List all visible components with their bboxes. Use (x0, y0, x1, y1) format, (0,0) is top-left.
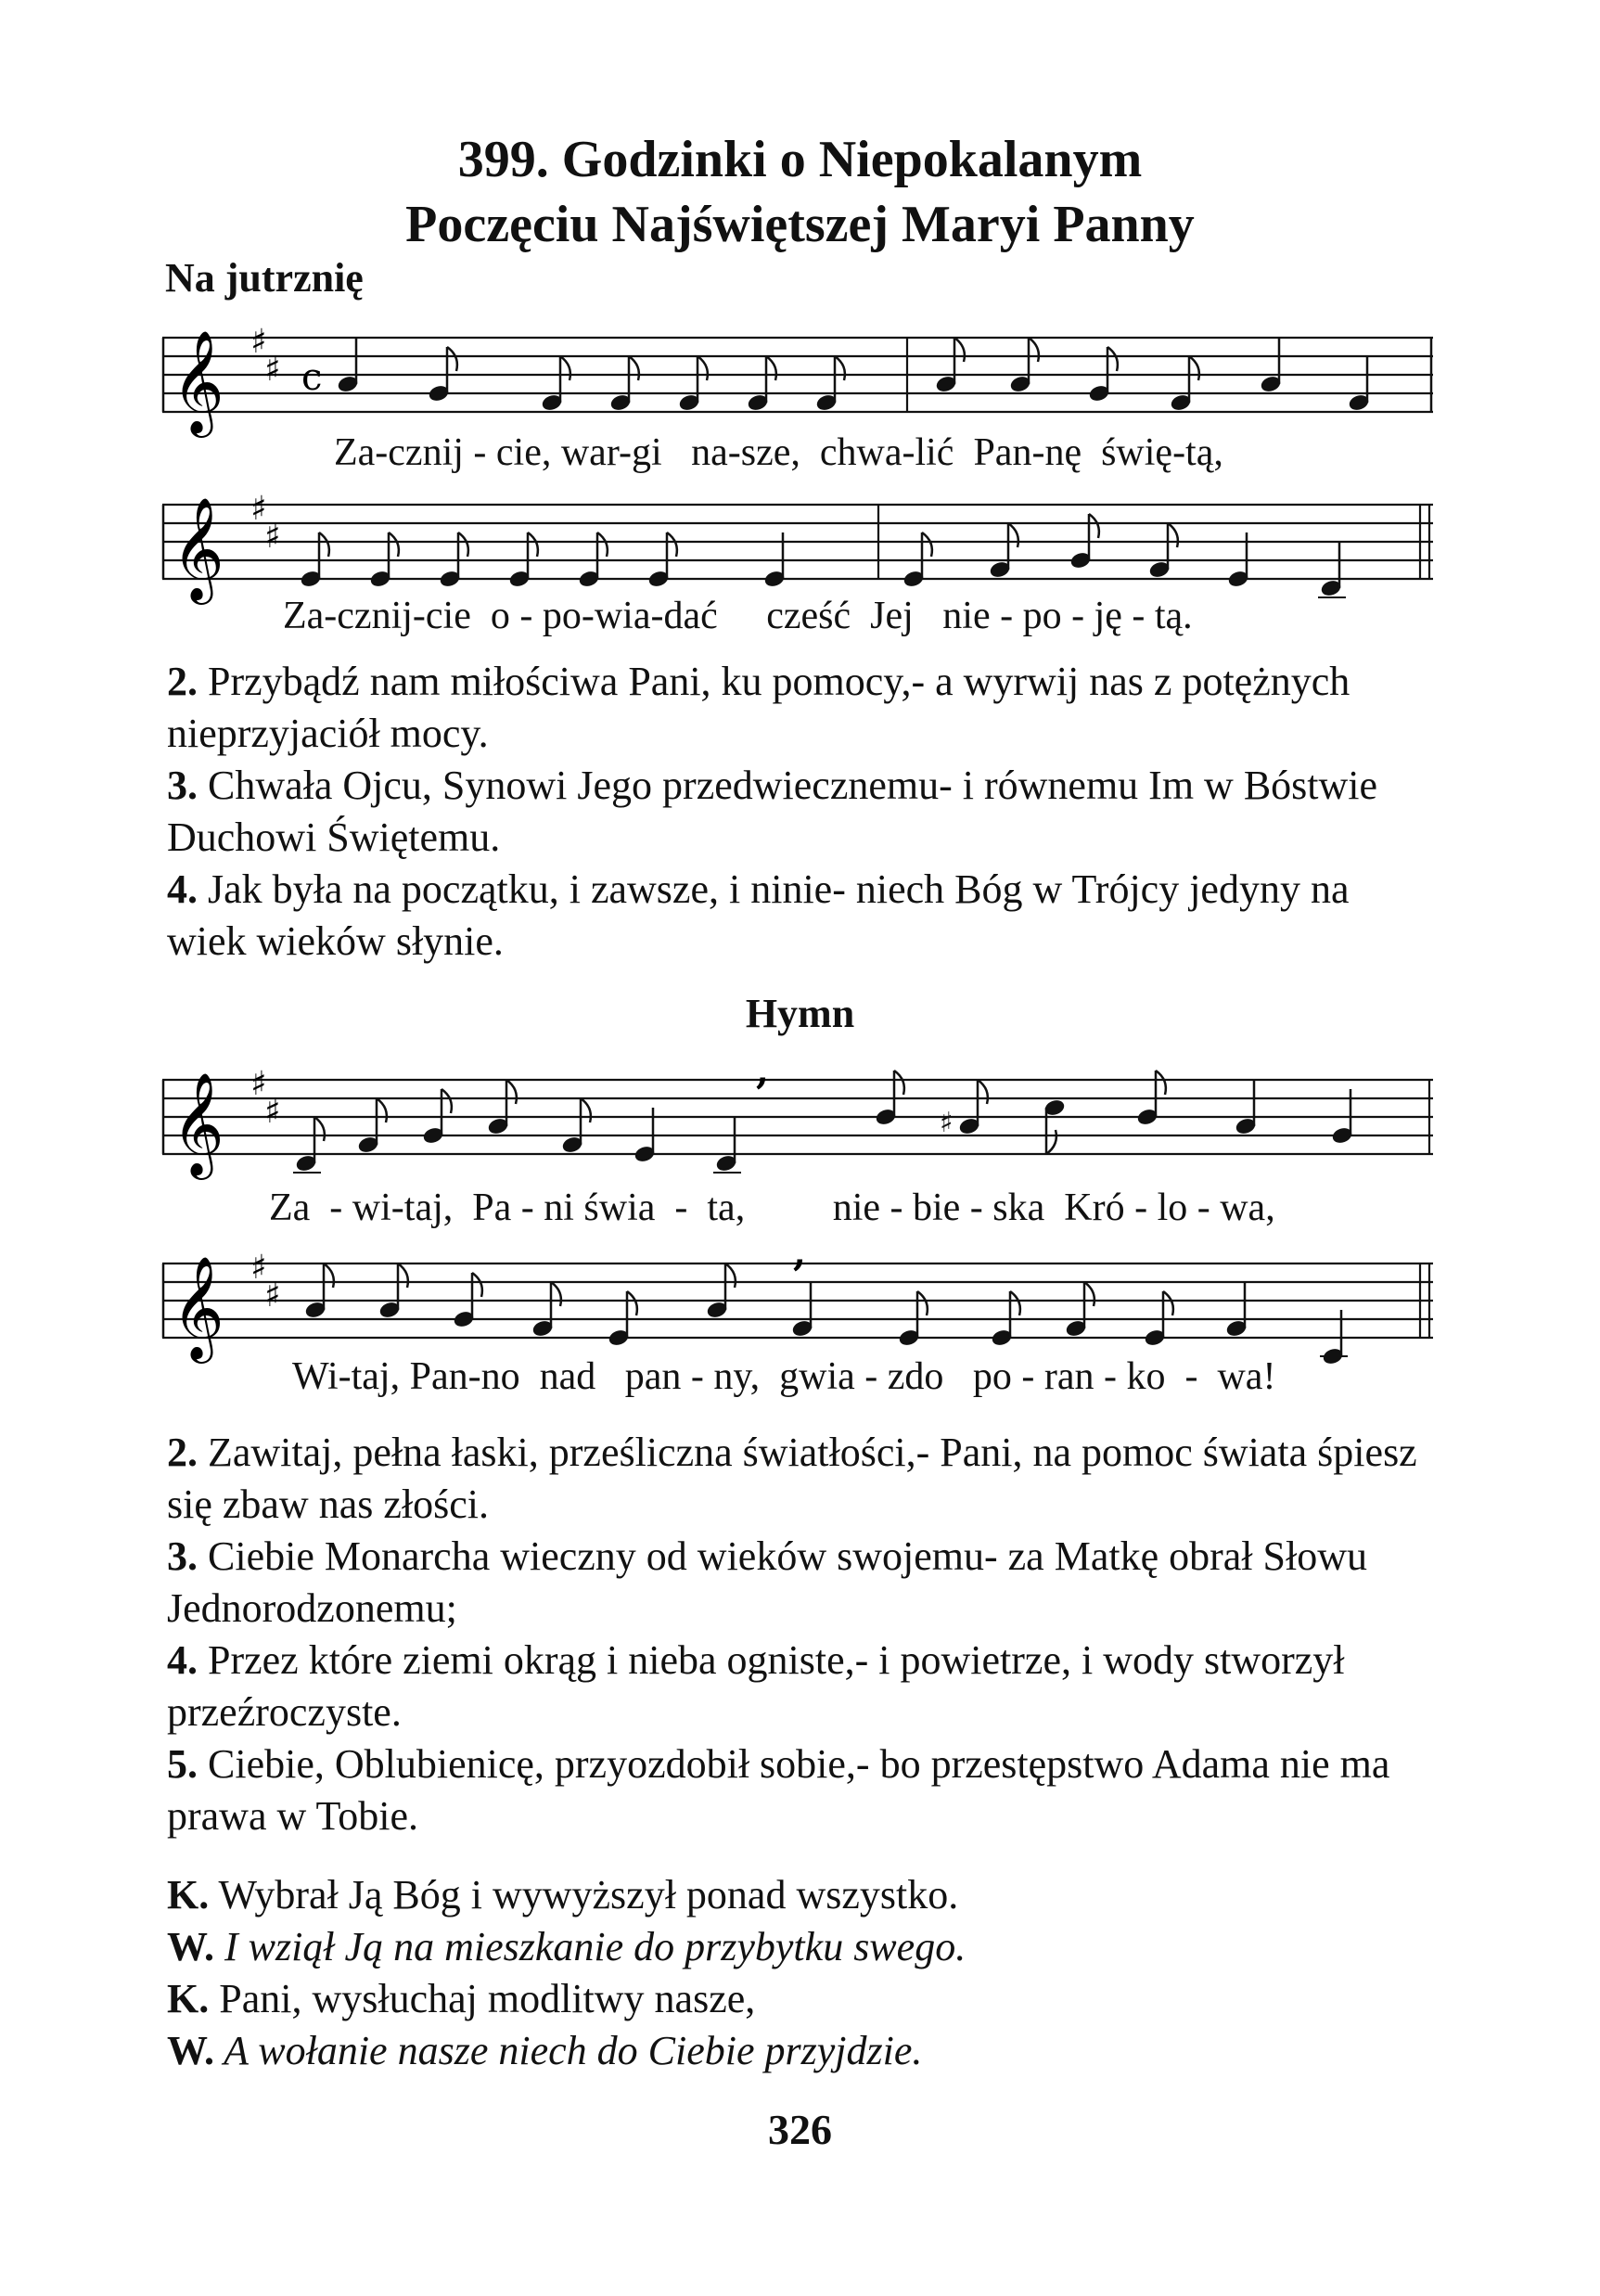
treble-clef-icon: 𝄞 (172, 329, 224, 433)
note (293, 1117, 325, 1173)
sharp-c-icon: ♯ (264, 1093, 281, 1131)
stanza-2-5: 5. Ciebie, Oblubienicę, przyozdobił sobie,- bo przestępstwo Adama nie ma prawa w Tobie. (167, 1741, 1390, 1839)
sharp-c-icon: ♯ (264, 518, 281, 556)
note (940, 1080, 988, 1139)
note (561, 1098, 591, 1154)
note (935, 338, 965, 393)
time-signature: c (301, 356, 323, 399)
response-w-1: W. I wziął Ją na mieszkanie do przybytku swego. (167, 1924, 966, 1969)
note (713, 1117, 741, 1173)
music-staff-3 (162, 1039, 1433, 1197)
note (1148, 523, 1178, 579)
note (304, 1263, 334, 1319)
stanza-1-3: 3. Chwała Ojcu, Synowi Jego przedwiecznemu- i równemu Im w Bóstwie Duchowi Świętemu. (167, 763, 1378, 860)
sharp-f-icon: ♯ (250, 490, 267, 528)
notes-staff-4 (304, 1263, 1348, 1366)
svg-text:♯: ♯ (940, 1107, 954, 1139)
note (531, 1282, 561, 1338)
note (378, 1263, 408, 1319)
sharp-c-icon: ♯ (264, 1276, 281, 1315)
response-k-1: K. Wybrał Ją Bóg i wywyższył ponad wszystko. (167, 1872, 959, 1918)
sharp-c-icon: ♯ (264, 351, 281, 389)
notes-staff-3 (293, 1071, 1353, 1173)
note (337, 338, 359, 393)
notes-staff-2 (300, 514, 1346, 597)
stanza-2-4: 4. Przez które ziemi okrąg i nieba ogniste,- i powietrze, i wody stworzył przeźroczyste. (167, 1637, 1345, 1735)
stanza-2-2: 2. Zawitaj, pełna łaski, prześliczna światłości,- Pani, na pomoc świata śpiesz się zbaw nas złości. (167, 1430, 1417, 1527)
section-label-hymn: Hymn (745, 991, 855, 1036)
title-line-1: 399. Godzinki o Niepokalanym (457, 131, 1143, 188)
note (487, 1080, 517, 1135)
lyrics-staff-4: Wi-taj, Pan-no nad pan - ny, gwia - zdo po - ran - ko - wa! (292, 1355, 1276, 1398)
staff-lines (162, 505, 1433, 579)
note (1225, 1282, 1248, 1338)
section-label-jutrznia: Na jutrznię (165, 255, 364, 301)
sharp-f-icon: ♯ (250, 1065, 267, 1103)
note (1009, 338, 1039, 393)
staff-lines (162, 1080, 1433, 1154)
lyrics-staff-2: Za-cznij-cie o - po-wia-dać cześć Jej nie - po - ję - tą. (283, 595, 1193, 637)
note (706, 1263, 736, 1319)
staff-lines (162, 338, 1433, 412)
note (1065, 1282, 1094, 1338)
title-line-2: Poczęciu Najświętszej Maryi Panny (405, 196, 1195, 253)
treble-clef-icon: 𝄞 (172, 1071, 224, 1175)
note (357, 1098, 387, 1154)
stanza-1-2: 2. Przybądź nam miłościwa Pani, ku pomocy,- a wyrwij nas z potężnych nieprzyjaciół mocy. (167, 659, 1350, 756)
note (815, 356, 845, 412)
note (791, 1282, 813, 1338)
sharp-f-icon: ♯ (250, 1249, 267, 1287)
note (609, 356, 639, 412)
note (541, 356, 570, 412)
response-w-2: W. A wołanie nasze niech do Ciebie przyjdzie. (167, 2028, 923, 2073)
treble-clef-icon: 𝄞 (172, 1255, 224, 1359)
note (1318, 542, 1346, 597)
stanza-1-4: 4. Jak była na początku, i zawsze, i ninie- niech Bóg w Trójcy jedyny na wiek wieków słynie. (167, 866, 1350, 964)
breath-mark-icon: , (756, 1049, 769, 1093)
note (1260, 338, 1282, 393)
lyrics-staff-3: Za - wi-taj, Pa - ni świa - ta, nie - bie - ska Kró - lo - wa, (269, 1186, 1275, 1229)
response-k-2: K. Pani, wysłuchaj modlitwy nasze, (167, 1976, 756, 2021)
note (1170, 356, 1199, 412)
note (678, 356, 708, 412)
note (747, 356, 776, 412)
note (1235, 1080, 1257, 1135)
treble-clef-icon: 𝄞 (172, 496, 224, 600)
note (989, 523, 1018, 579)
note (1348, 356, 1370, 412)
lyrics-staff-1: Za-cznij - cie, war-gi na-sze, chwa-lić Pan-nę świę-tą, (334, 431, 1223, 474)
note (1043, 1098, 1066, 1154)
page-number: 326 (768, 2106, 832, 2153)
breath-mark-icon: , (793, 1231, 806, 1275)
sharp-f-icon: ♯ (250, 323, 267, 361)
stanza-2-3: 3. Ciebie Monarcha wieczny od wieków swojemu- za Matkę obrał Słowu Jednorodzonemu; (167, 1533, 1367, 1631)
